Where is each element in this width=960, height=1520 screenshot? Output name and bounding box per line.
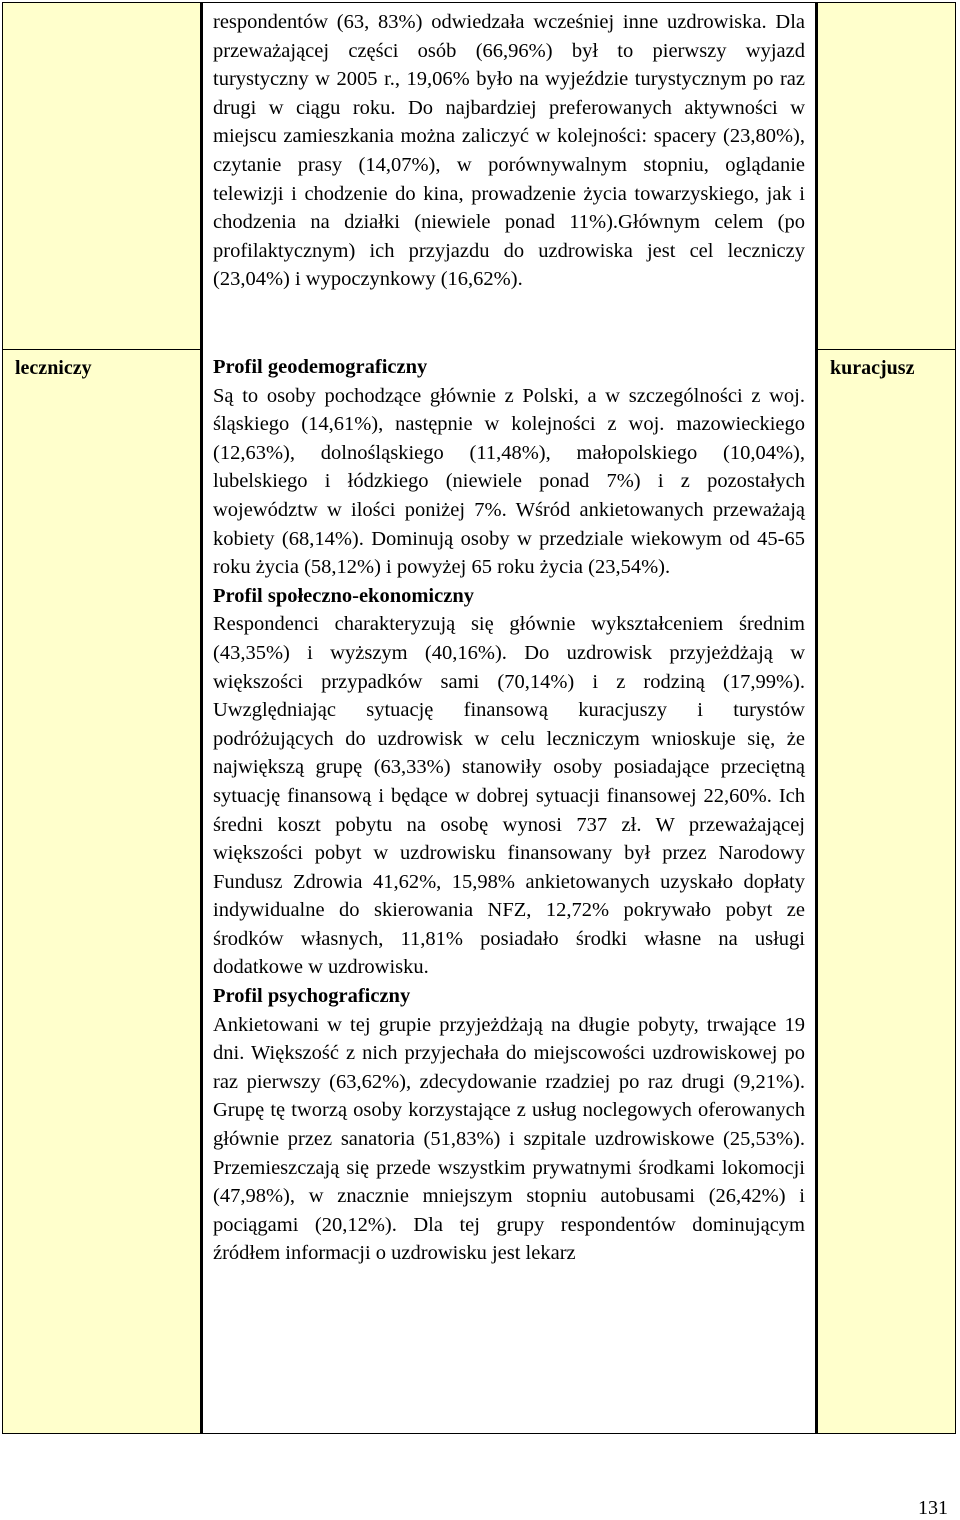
section-heading-psychographic: Profil psychograficzny xyxy=(213,985,411,1008)
category-column xyxy=(3,3,203,1433)
intro-paragraph: respondentów (63, 83%) odwiedzała wcześniej inne uzdrowiska. Dla przeważającej części osób (66,96%) był to pierwszy wyjazd turystyczny w 2005 r., 19,06% było na wyjeździe turystycznym po raz drugi w ciągu roku. Do najbardziej preferowanych aktywności w miejscu zamieszkania można zaliczyć w kolejności: spacery (23,80%), czytanie prasy (14,07%), w porównywalnym stopniu, oglądanie telewizji i chodzenie do kina, prowadzenie życia towarzyskiego, jak i chodzenia na działki (niewiele ponad 11%).Głównym celem (po profilaktycznym) ich przyjazdu do uzdrowiska jest cel leczniczy (23,04%) i wypoczynkowy (16,62%). xyxy=(213,11,805,291)
section-heading-socioeconomic: Profil społeczno-ekonomiczny xyxy=(213,584,474,607)
intro-text xyxy=(213,8,805,294)
type-label: kuracjusz xyxy=(830,357,915,379)
section-heading-geodemographic: Profil geodemograficzny xyxy=(213,356,428,378)
section-text-geodemographic: Są to osoby pochodzące głównie z Polski, a w szczególności z woj. śląskiego (14,61%), następnie w kolejności z woj. mazowieckiego (12,63%), dolnośląskiego (11,48%), małopolskiego (10,04%), lubelskiego i łódzkiego (niewiele ponad 7%) i z pozostałych województw w ilości poniżej 7%. Wśród ankietowanych przeważają kobiety (68,14%). Dominują osoby w przedziale wiekowym od 45-65 roku życia (58,12%) i powyżej 65 roku życia (23,54%). xyxy=(213,384,805,579)
page-number: 131 xyxy=(918,1497,948,1519)
section-text-psychographic: Ankietowani w tej grupie przyjeżdżają na długie pobyty, trwające 19 dni. Większość z nich przyjechała do miejscowości uzdrowiskowej po raz pierwszy (63,62%), zdecydowanie rzadziej po raz drugi (9,21%). Grupę tę tworzą osoby korzystające z usług noclegowych oferowanych głównie przez sanatoria (51,83%) i szpitale uzdrowiskowe (25,53%). Przemieszczają się przede wszystkim prywatnymi środkami lokomocji (47,98%), w znacznie mniejszym stopniu autobusami (26,42%) i pociągami (20,12%). Dla tej grupy respondentów dominującym źródłem informacji o uzdrowisku jest lekarz xyxy=(213,1013,805,1265)
profile-sections xyxy=(213,353,805,1268)
description-column xyxy=(203,3,815,1433)
profile-table xyxy=(2,2,956,1434)
category-label: leczniczy xyxy=(15,357,92,379)
section-text-socioeconomic: Respondenci charakteryzują się głównie wykształceniem średnim (43,35%) i wyższym (40,16%). Do uzdrowisk przyjeżdżają w większości przypadków sami (70,14%) i z rodziną (17,99%). Uwzględniając sytuację finansową kuracjuszy i turystów podróżujących do uzdrowisk w celu leczniczym wnioskuje się, że największą grupę (63,33%) stanowiły osoby posiadające przeciętną sytuację finansową i będące w dobrej sytuacji finansowej 22,60%. Ich średni koszt pobytu na osobę wynosi 737 zł. W przeważającej większości pobyt w uzdrowisku finansowany był przez Narodowy Fundusz Zdrowia 41,62%, 15,98% ankietowanych uzyskało dopłaty indywidualne do skierowania NFZ, 12,72% pokrywało pobyt ze środków własnych, 11,81% posiadało środki własne na usługi dodatkowe w uzdrowisku. xyxy=(213,613,805,979)
type-column xyxy=(815,3,955,1433)
